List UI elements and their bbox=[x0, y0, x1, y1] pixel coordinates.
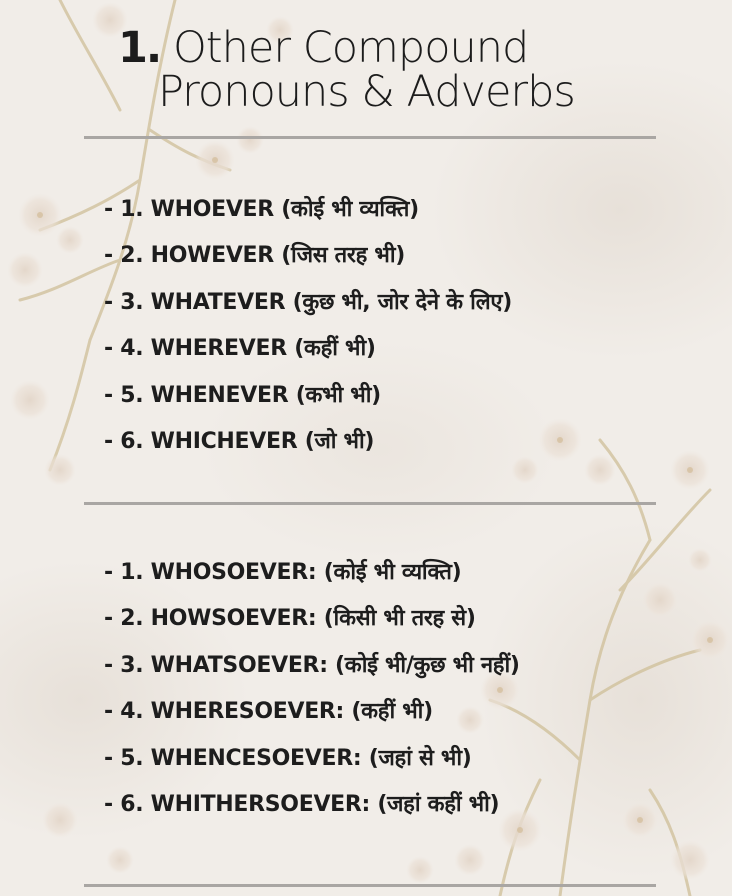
list-item: - 4. WHERESOEVER: (कहीं भी) bbox=[104, 699, 433, 725]
list-item: - 3. WHATSOEVER: (कोई भी/कुछ भी नहीं) bbox=[104, 652, 520, 678]
list-item: - 1. WHOSOEVER: (कोई भी व्यक्ति) bbox=[104, 560, 462, 585]
list-item: - 3. WHATEVER (कुछ भी, जोर देने के लिए) bbox=[104, 289, 513, 315]
list-item: - 6. WHITHERSOEVER: (जहां कहीं भी) bbox=[104, 791, 500, 817]
title-line-2: Pronouns & Adverbs bbox=[158, 67, 575, 117]
compound-list-soever bbox=[104, 556, 520, 834]
list-item: - 2. HOWEVER (जिस तरह भी) bbox=[104, 243, 405, 269]
list-item: - 2. HOWSOEVER: (किसी भी तरह से) bbox=[104, 606, 476, 632]
title-line-1: Other Compound bbox=[172, 23, 529, 73]
list-item: - 1. WHOEVER (कोई भी व्यक्ति) bbox=[104, 197, 419, 222]
list-item: - 6. WHICHEVER (जो भी) bbox=[104, 428, 375, 454]
divider-bottom bbox=[84, 884, 656, 887]
divider-middle bbox=[84, 502, 656, 505]
compound-list-ever bbox=[104, 193, 512, 471]
list-item: - 4. WHEREVER (कहीं भी) bbox=[104, 336, 376, 362]
title-number: 1. bbox=[118, 23, 161, 73]
list-item: - 5. WHENEVER (कभी भी) bbox=[104, 382, 381, 408]
list-item: - 5. WHENCESOEVER: (जहां से भी) bbox=[104, 745, 472, 771]
page-title bbox=[118, 23, 575, 117]
divider-top bbox=[84, 136, 656, 139]
